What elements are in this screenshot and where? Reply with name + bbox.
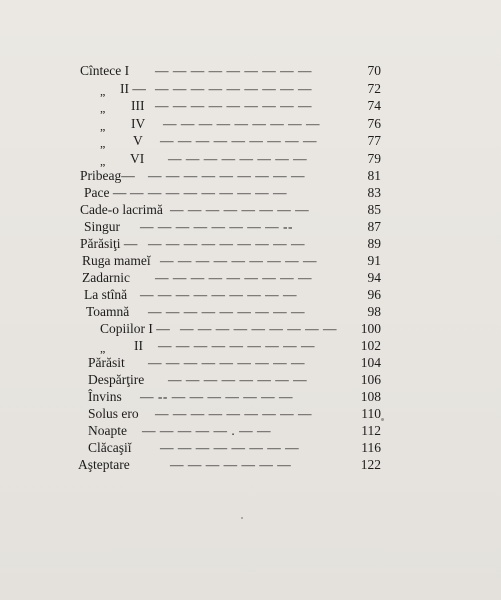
toc-entry <box>0 371 501 389</box>
toc-entry-page: 110 <box>361 406 381 421</box>
toc-entry-title: Noapte <box>88 423 127 438</box>
toc-entry-title: III <box>131 98 145 113</box>
toc-entry-title: Copiilor I — <box>100 321 170 336</box>
toc-entry-leader: — — — — — — — — — <box>155 63 312 78</box>
toc-entry <box>0 62 501 80</box>
toc-entry-leader: — — — — — — — — — <box>158 338 315 353</box>
toc-entry-title: Părăsit <box>88 355 125 370</box>
toc-entry-leader: — — — — — — — — — <box>163 116 320 131</box>
toc-entry-page: 70 <box>367 63 381 78</box>
toc-entry-page: 98 <box>367 304 381 319</box>
toc-entry-page: 91 <box>367 253 381 268</box>
toc-entry-page: 100 <box>360 321 381 336</box>
toc-entry-leader: — — — — — — — — <box>160 440 300 455</box>
toc-entry-title: Zadarnic <box>82 270 130 285</box>
toc-entry-page: 81 <box>367 168 381 183</box>
toc-entry <box>0 201 501 219</box>
toc-entry-page: 76 <box>367 116 381 131</box>
toc-entry <box>0 337 501 355</box>
toc-entry-ditto: „ <box>100 84 106 98</box>
toc-entry <box>0 252 501 270</box>
toc-entry-title: Cade-o lacrimă <box>80 202 163 217</box>
toc-entry <box>0 320 501 338</box>
toc-entry-title: Pribeag— <box>80 168 135 183</box>
toc-entry <box>0 456 501 474</box>
toc-entry-ditto: „ <box>100 101 106 115</box>
toc-entry-page: 112 <box>361 423 381 438</box>
toc-entry-title: Toamnă <box>86 304 130 319</box>
toc-entry <box>0 405 501 423</box>
toc-entry-ditto: „ <box>100 136 106 150</box>
toc-entry-page: 85 <box>367 202 381 217</box>
toc-entry <box>0 97 501 115</box>
toc-entry-ditto: „ <box>100 341 106 355</box>
toc-entry <box>0 286 501 304</box>
paper-speck <box>241 517 243 519</box>
toc-entry <box>0 235 501 253</box>
toc-entry <box>0 388 501 406</box>
toc-entry <box>0 269 501 287</box>
toc-entry-leader: — — — — — — — — — <box>155 98 312 113</box>
toc-entry-title: VI <box>130 151 145 166</box>
toc-entry-leader: — — — — — — — — — <box>160 253 317 268</box>
toc-entry-leader: — — — — — — — — -- <box>140 219 293 234</box>
toc-entry-page: 74 <box>367 98 381 113</box>
toc-entry-page: 79 <box>367 151 381 166</box>
toc-entry <box>0 422 501 440</box>
toc-entry-title: Pace — <box>84 185 127 200</box>
toc-entry <box>0 303 501 321</box>
toc-entry <box>0 80 501 98</box>
toc-entry <box>0 439 501 457</box>
toc-entry-leader: — — — — — — — — — <box>148 236 305 251</box>
toc-entry <box>0 150 501 168</box>
toc-entry-page: 94 <box>367 270 381 285</box>
toc-entry-leader: — — — — — — — — — <box>155 270 312 285</box>
toc-entry-page: 116 <box>361 440 381 455</box>
toc-entry-title: Despărţire <box>88 372 145 387</box>
toc-entry <box>0 167 501 185</box>
toc-entry-page: 106 <box>360 372 381 387</box>
toc-entry-leader: — — — — — — — — — <box>148 355 305 370</box>
toc-entry-page: 96 <box>367 287 381 302</box>
toc-entry <box>0 115 501 133</box>
toc-entry-page: 108 <box>360 389 381 404</box>
toc-entry-leader: — — — — — — — — — <box>155 81 312 96</box>
toc-entry-leader: — — — — — — — — — <box>180 321 337 336</box>
toc-entry-title: Părăsiţi — <box>80 236 138 251</box>
toc-entry-leader: — — — — — — — — <box>168 372 308 387</box>
toc-entry-leader: — — — — — — — — — <box>140 287 297 302</box>
paper-speck <box>381 418 384 421</box>
toc-entry-title: Cîntece I <box>80 63 130 78</box>
toc-entry <box>0 184 501 202</box>
toc-entry-title: V <box>133 133 143 148</box>
toc-entry-leader: — — — — — — — — — <box>148 168 305 183</box>
toc-entry-title: Singur <box>84 219 121 234</box>
toc-entry-title: Ruga mameĭ <box>82 253 151 268</box>
toc-entry-page: 104 <box>360 355 381 370</box>
toc-entry-title: Învins <box>88 389 122 404</box>
toc-entry-leader: — — — — — — — — — <box>155 406 312 421</box>
toc-entry-page: 89 <box>367 236 381 251</box>
toc-entry-page: 72 <box>367 81 381 96</box>
toc-entry-leader: — -- — — — — — — — <box>140 389 293 404</box>
toc-entry-ditto: „ <box>100 154 106 168</box>
toc-entry-leader: — — — — — — — — — <box>148 304 305 319</box>
toc-entry-title: Aşteptare <box>78 457 130 472</box>
toc-entry <box>0 132 501 150</box>
toc-entry-title: II — <box>120 81 146 96</box>
toc-entry-leader: — — — — — — — — — <box>130 185 287 200</box>
toc-entry-title: La stînă <box>84 287 128 302</box>
toc-entry <box>0 218 501 236</box>
toc-entry-page: 83 <box>367 185 381 200</box>
toc-entry-ditto: „ <box>100 119 106 133</box>
toc-entry-leader: — — — — — — — — <box>170 202 310 217</box>
toc-entry-title: Solus ero <box>88 406 139 421</box>
toc-entry-title: IV <box>131 116 146 131</box>
toc-entry-leader: — — — — — — — <box>170 457 292 472</box>
toc-entry-leader: — — — — — — — — <box>168 151 308 166</box>
toc-entry-leader: — — — — — — — — — <box>160 133 317 148</box>
toc-entry-page: 122 <box>360 457 381 472</box>
toc-entry-title: Clăcaşiĭ <box>88 440 132 455</box>
toc-entry-page: 102 <box>360 338 381 353</box>
toc-entry <box>0 354 501 372</box>
toc-entry-leader: — — — — — . — — <box>142 423 271 438</box>
toc-entry-page: 77 <box>367 133 381 148</box>
toc-entry-page: 87 <box>367 219 381 234</box>
toc-entry-title: II <box>134 338 143 353</box>
